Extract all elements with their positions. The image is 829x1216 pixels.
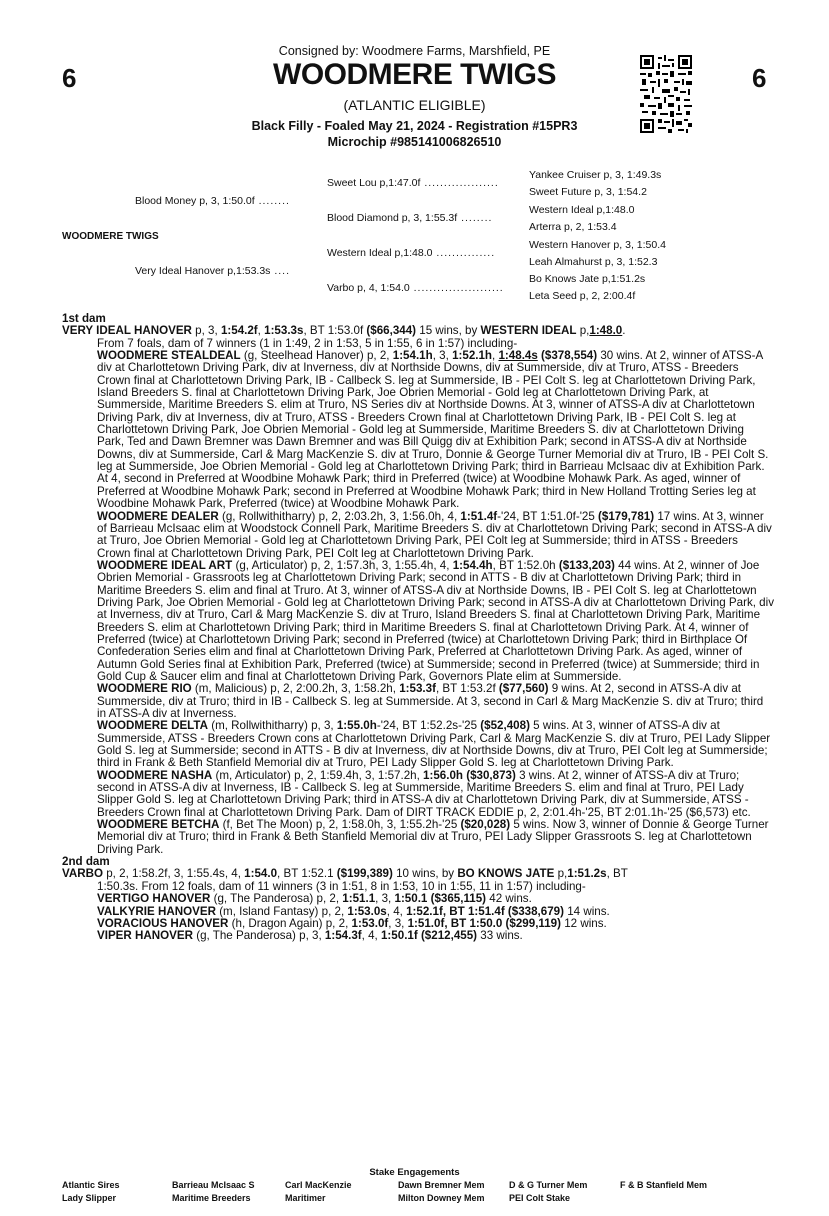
- microchip: Microchip #985141006826510: [327, 135, 502, 149]
- consignor: Consigned by: Woodmere Farms, Marshfield, PE: [278, 44, 551, 58]
- foal-7-record: WOODMERE BETCHA (f, Bet The Moon) p, 2, 1:58.0h, 3, 1:55.2h-'25 ($20,028) 5 wins. Now 3, winner of Donnie & George Turner Memorial div at Truro; third in Frank & Beth Stanfield Memorial div at Truro, PEI Lady Slipper Grassroots S. leg at Charlottetown Driving Park.: [97, 818, 769, 856]
- pedigree-subject: WOODMERE TWIGS: [62, 231, 159, 242]
- pedigree-g5: Western Hanover p, 3, 1:50.4: [529, 239, 666, 251]
- first-dam-heading: 1st dam: [62, 312, 106, 325]
- pedigree-g7: Bo Knows Jate p,1:51.2s: [529, 273, 646, 285]
- second-dam-foal-1: VERTIGO HANOVER (g, The Panderosa) p, 2, 1:51.1, 3, 1:50.1 ($365,115) 42 wins.: [97, 892, 532, 906]
- hip-number-right: 6: [752, 63, 767, 93]
- stake-1-1: Atlantic Sires: [62, 1180, 120, 1190]
- stake-2-3: Maritimer: [285, 1193, 326, 1203]
- stake-1-3: Carl MacKenzie: [285, 1180, 352, 1190]
- second-dam-foal-3: VORACIOUS HANOVER (h, Dragon Again) p, 2, 1:53.0f, 3, 1:51.0f, BT 1:50.0 ($299,119) 12 wins.: [97, 916, 607, 930]
- horse-name: WOODMERE TWIGS: [273, 58, 556, 91]
- first-dam-produce-intro: From 7 foals, dam of 7 winners (1 in 1:49, 2 in 1:53, 5 in 1:55, 6 in 1:57) including-: [97, 336, 518, 350]
- horse-description: Black Filly - Foaled May 21, 2024 - Registration #15PR3: [251, 119, 578, 133]
- second-dam-foals: [62, 893, 774, 942]
- second-dam-foal-4: VIPER HANOVER (g, The Panderosa) p, 3, 1:54.3f, 4, 1:50.1f ($212,455) 33 wins.: [97, 929, 523, 943]
- foal-3-record: WOODMERE IDEAL ART (g, Articulator) p, 2, 1:57.3h, 3, 1:55.4h, 4, 1:54.4h, BT 1:52.0h ($133,203) 44 wins. At 2, winner of Joe Obrien Memorial - Grassroots leg at Charlottetown Driving Park; second in ATTS - B div at Charlottetown Driving Park; third in Maritime Breeders S. elim and final at Truro. At 3, winner of ATSS-A div at Northside Downs, IB - PEI Colt S. leg at Charlottetown Driving Park, Joe Obrien Memorial - Gold leg at Charlottetown Driving Park; second in ATSS-A div at Charlottetown Driving Park, div at Inverness, div at Truro, Carl & Marg MacKenzie S. div at Truro, Island Breeders S. final at Charlottetown Driving Park, Maritime Breeders S. elim at Charlottetown Driving Park; third in Maritime Breeders S. final at Charlottetown Driving Park. At 4, winner of Preferred (twice) at Charlottetown Driving Park; second in Preferred (twice) at Charlottetown Driving Park; third in Birthplace Of Confederation Series elim and final at Charlottetown Driving Park, Preferred at Charlottetown Driving Park. As aged, winner of Autumn Gold Series final at Exhibition Park, Preferred (twice) at Summerside; second in Preferred (twice) at Summerside; third in Gold Cup & Saucer elim and final at Charlottetown Driving Park, Governors Plate elim at Summerside.: [97, 558, 775, 683]
- pedigree-g2: Sweet Future p, 3, 1:54.2: [529, 186, 647, 198]
- qr-code-icon[interactable]: [640, 55, 692, 133]
- pedigree-g1: Yankee Cruiser p, 3, 1:49.3s: [529, 169, 662, 181]
- stake-1-2: Barrieau McIsaac S: [172, 1180, 255, 1190]
- stake-2-2: Maritime Breeders: [172, 1193, 251, 1203]
- foal-1-record: WOODMERE STEALDEAL (g, Steelhead Hanover) p, 2, 1:54.1h, 3, 1:52.1h, 1:48.4s ($378,554) 30 wins. At 2, winner of ATSS-A div at Charlottetown Driving Park, div at Inverness, div at Northside Downs, div at Summerside, div at Truro, ATSS - Breeders Crown final at Charlottetown Driving Park, IB - Callbeck S. leg at Summerside, IB - PEI Colt S. leg at Charlottetown Driving Park, Island Breeders S. final at Charlottetown Driving Park, Joe Obrien Memorial - Gold leg at Charlottetown Driving Park, at Summerside, Maritime Breeders S. elim at Truro, NS Series div at Northside Downs. At 3, winner of ATSS-A div at Charlottetown Driving Park, div at Inverness, div at Truro, ATSS - Breeders Crown final at Charlottetown Driving Park, IB - PEI Colt S. leg at Charlottetown Driving Park, Joe Obrien Memorial - Gold leg at Summerside, Maritime Breeders S. div at Charlottetown Driving Park, Ted and Dawn Bremner was Dawn Bremner and was Bill Quigg div at Exhibition Park; second in ATSS-A div at Northside Downs, div at Summerside, Carl & Marg MacKenzie S. div at Truro, Donnie & George Turner Memorial div at Truro, IB - PEI Colt S. leg at Summerside, Joe Obrien Memorial - Gold leg at Charlottetown Driving Park; third in Barrieau McIsaac div at Exhibition Park. At 4, second in Preferred at Woodbine Mohawk Park; third in Preferred (twice) at Woodbine Mohawk Park. As aged, winner of Preferred at Woodbine Mohawk Park; second in Preferred at Woodbine Mohawk Park; third in New Holland Trotting Series leg at Woodbine Mohawk Park, Preferred (twice) at Woodbine Mohawk Park.: [97, 349, 769, 511]
- foal-4-record: WOODMERE RIO (m, Malicious) p, 2, 2:00.2h, 3, 1:58.2h, 1:53.3f, BT 1:53.2f ($77,560) 9 wins. At 2, second in ATSS-A div at Summerside, div at Truro; third in IB - Callbeck S. leg at Summerside. At 3, second in Carl & Marg MacKenzie S. div at Truro; third in ATSS-A div at Inverness.: [97, 682, 764, 720]
- pedigree-dam-sire: Western Ideal p,1:48.0 ...............: [327, 247, 496, 259]
- stake-2-1: Lady Slipper: [62, 1193, 117, 1203]
- second-dam-line: VARBO p, 2, 1:58.2f, 3, 1:55.4s, 4, 1:54.0, BT 1:52.1 ($199,389) 10 wins, by BO KNOWS JATE p,1:51.2s, BT: [62, 867, 628, 881]
- foal-6-record: WOODMERE NASHA (m, Articulator) p, 2, 1:59.4h, 3, 1:57.2h, 1:56.0h ($30,873) 3 wins. At 2, winner of ATSS-A div at Truro; second in ATSS-A div at Inverness, IB - Callbeck S. leg at Summerside, Maritime Breeders S. elim and final at Truro, PEI Lady Slipper Gold S. leg at Charlottetown Driving Park; third in ATSS-A div at Charlottetown Driving Park, div at Summerside, ATSS - Breeders Crown final at Charlottetown Driving Park. Dam of DIRT TRACK EDDIE p, 2, 2:01.4h-'25, BT 2:01.1h-'25 ($6,573) etc.: [97, 768, 751, 819]
- pedigree-dam: Very Ideal Hanover p,1:53.3s ....: [135, 265, 291, 277]
- stake-1-6: F & B Stanfield Mem: [620, 1180, 708, 1190]
- pedigree-sire-dam: Blood Diamond p, 3, 1:55.3f ........: [327, 212, 493, 224]
- stake-2-4: Milton Downey Mem: [398, 1193, 485, 1203]
- eligibility: (ATLANTIC ELIGIBLE): [343, 97, 486, 113]
- foal-2-record: WOODMERE DEALER (g, Rollwithitharry) p, 2, 2:03.2h, 3, 1:56.0h, 4, 1:51.4f-'24, BT 1:51.0f-'25 ($179,781) 17 wins. At 3, winner of Barrieau McIsaac elim at Woodstock Connell Park, Maritime Breeders S. div at Charlottetown Driving Park; second in ATSS-A div at Truro, Joe Obrien Memorial - Gold leg at Charlottetown Driving Park, PEI Colt leg at Summerside; third in ATSS - Breeders Crown final at Charlottetown Driving Park, PEI Colt leg at Charlottetown Driving Park.: [97, 509, 772, 560]
- pedigree-sire-sire: Sweet Lou p,1:47.0f ...................: [327, 177, 499, 189]
- second-dam-heading: 2nd dam: [62, 855, 110, 869]
- produce-record: [62, 313, 774, 943]
- pedigree-g4: Arterra p, 2, 1:53.4: [529, 221, 617, 233]
- pedigree-dam-dam: Varbo p, 4, 1:54.0 .......................: [327, 282, 504, 294]
- second-dam-produce-intro: 1:50.3s. From 12 foals, dam of 11 winners (3 in 1:51, 8 in 1:53, 10 in 1:55, 11 in 1:57) including-: [97, 879, 586, 893]
- pedigree-g6: Leah Almahurst p, 3, 1:52.3: [529, 256, 658, 268]
- stakes-title: Stake Engagements: [369, 1167, 460, 1178]
- first-dam-foals: [62, 350, 774, 856]
- stake-1-4: Dawn Bremner Mem: [398, 1180, 485, 1190]
- pedigree-g3: Western Ideal p,1:48.0: [529, 204, 635, 216]
- pedigree-sire: Blood Money p, 3, 1:50.0f ........: [135, 195, 290, 207]
- stake-2-5: PEI Colt Stake: [509, 1193, 571, 1203]
- foal-5-record: WOODMERE DELTA (m, Rollwithitharry) p, 3, 1:55.0h-'24, BT 1:52.2s-'25 ($52,408) 5 wins. At 3, winner of ATSS-A div at Summerside, ATSS - Breeders Crown cons at Charlottetown Driving Park, Carl & Marg MacKenzie S. div at Truro, PEI Lady Slipper Gold S. leg at Summerside; second in ATTS - B div at Inverness, div at Northside Downs, div at Truro, PEI Colt leg at Summerside; third in Frank & Beth Stanfield Memorial div at Truro, PEI Lady Slipper Gold S. leg at Charlottetown Driving Park.: [97, 719, 771, 770]
- pedigree-g8: Leta Seed p, 2, 2:00.4f: [529, 290, 636, 302]
- second-dam-foal-2: VALKYRIE HANOVER (m, Island Fantasy) p, 2, 1:53.0s, 4, 1:52.1f, BT 1:51.4f ($338,679) 14 wins.: [97, 904, 610, 918]
- hip-number-left: 6: [62, 63, 77, 93]
- stake-1-5: D & G Turner Mem: [509, 1180, 588, 1190]
- first-dam-line: VERY IDEAL HANOVER p, 3, 1:54.2f, 1:53.3s, BT 1:53.0f ($66,344) 15 wins, by WESTERN IDEAL p,1:48.0.: [62, 324, 626, 338]
